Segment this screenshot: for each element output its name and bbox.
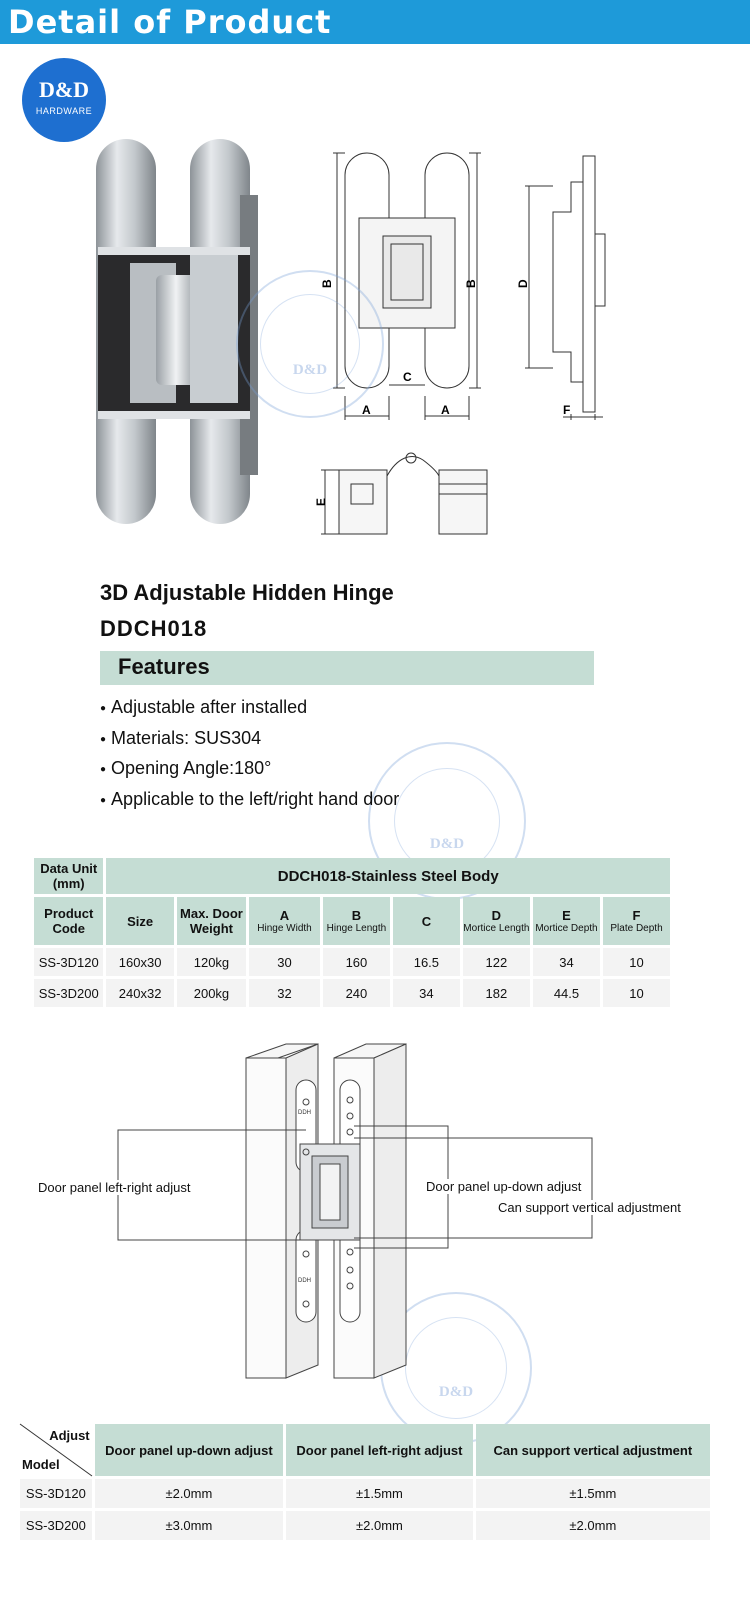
dim-label-f: F <box>563 403 571 417</box>
col-c <box>393 897 460 945</box>
hinge-plate-top <box>98 247 250 255</box>
hinge-mark-top: DDH <box>298 1110 311 1116</box>
dim-label-a-left: A <box>362 403 371 417</box>
cell-f: 10 <box>603 979 670 1007</box>
col-d-letter: D <box>491 908 502 923</box>
col-left-right: Door panel left-right adjust <box>286 1424 473 1476</box>
cell-model: SS-3D120 <box>20 1479 92 1508</box>
dim-label-b-right: B <box>464 279 478 288</box>
cell-b: 160 <box>323 948 390 976</box>
hinge-plate-bottom <box>98 411 250 419</box>
cell-e: 34 <box>533 948 600 976</box>
table-row <box>34 979 670 1007</box>
watermark-seal-1 <box>236 270 384 418</box>
hinge-arm-right <box>190 253 238 403</box>
spec-table <box>31 855 673 1010</box>
header-bar <box>0 0 750 44</box>
dim-label-c: C <box>403 370 412 384</box>
table-row <box>34 948 670 976</box>
cell-size: 160x30 <box>106 948 173 976</box>
watermark-brand: D&D <box>438 1384 474 1400</box>
cell-up-down: ±2.0mm <box>95 1479 284 1508</box>
cell-code: SS-3D200 <box>34 979 103 1007</box>
product-code: DDCH018 <box>100 616 208 641</box>
page-title: Detail of Product <box>8 3 332 41</box>
cell-weight: 200kg <box>177 979 246 1007</box>
col-a-letter: A <box>279 908 290 923</box>
col-b-letter: B <box>351 908 362 923</box>
col-vertical: Can support vertical adjustment <box>476 1424 710 1476</box>
feature-list <box>100 694 399 816</box>
data-unit-label: Data Unit <box>40 861 98 876</box>
hinge-mark-bottom: DDH <box>298 1278 311 1284</box>
dim-label-a-right: A <box>441 403 450 417</box>
col-f-letter: F <box>632 908 641 923</box>
cell-c: 16.5 <box>393 948 460 976</box>
watermark-brand: D&D <box>292 362 328 378</box>
table-row <box>20 1479 710 1508</box>
col-size: Size <box>106 897 173 945</box>
cell-f: 10 <box>603 948 670 976</box>
feature-item: ● Opening Angle:180° <box>100 755 399 786</box>
col-b <box>323 897 390 945</box>
table-row <box>20 1511 710 1540</box>
col-a-sub: Hinge Width <box>257 923 312 934</box>
label-up-down-adjust: Door panel up-down adjust <box>426 1179 582 1194</box>
dim-label-d: D <box>516 279 530 288</box>
cell-vertical: ±2.0mm <box>476 1511 710 1540</box>
cell-vertical: ±1.5mm <box>476 1479 710 1508</box>
cell-left-right: ±1.5mm <box>286 1479 473 1508</box>
side-view-drawing <box>515 152 610 422</box>
label-left-right-adjust: Door panel left-right adjust <box>38 1180 191 1195</box>
features-title: Features <box>118 654 210 679</box>
corner-adjust: Adjust <box>49 1428 90 1443</box>
feature-item: ● Applicable to the left/right hand door <box>100 786 399 817</box>
data-unit-mm: (mm) <box>52 876 85 891</box>
col-f-sub: Plate Depth <box>610 923 663 934</box>
col-c-letter: C <box>421 913 432 929</box>
cell-e: 44.5 <box>533 979 600 1007</box>
spec-table-title: DDCH018-Stainless Steel Body <box>106 858 670 894</box>
features-header <box>100 651 594 685</box>
col-d-sub: Mortice Length <box>463 923 530 934</box>
cell-d: 182 <box>463 979 530 1007</box>
top-view-drawing <box>315 448 490 540</box>
cell-c: 34 <box>393 979 460 1007</box>
col-e-sub: Mortice Depth <box>535 923 598 934</box>
feature-item: ● Materials: SUS304 <box>100 725 399 756</box>
cell-size: 240x32 <box>106 979 173 1007</box>
logo-subtitle: HARDWARE <box>35 106 93 116</box>
cell-b: 240 <box>323 979 390 1007</box>
cell-up-down: ±3.0mm <box>95 1511 284 1540</box>
cell-a: 30 <box>249 948 320 976</box>
watermark-brand: D&D <box>429 836 465 852</box>
col-up-down: Door panel up-down adjust <box>95 1424 284 1476</box>
cell-code: SS-3D120 <box>34 948 103 976</box>
dim-label-b-left: B <box>320 279 334 288</box>
col-d <box>463 897 530 945</box>
adjustment-table <box>17 1421 713 1543</box>
data-unit-cell <box>34 858 103 894</box>
brand-logo <box>22 58 106 142</box>
col-product-code: Product Code <box>34 897 103 945</box>
cell-weight: 120kg <box>177 948 246 976</box>
logo-name: D&D <box>38 77 90 102</box>
corner-model: Model <box>22 1457 60 1472</box>
cell-d: 122 <box>463 948 530 976</box>
cell-a: 32 <box>249 979 320 1007</box>
cell-left-right: ±2.0mm <box>286 1511 473 1540</box>
product-title: 3D Adjustable Hidden Hinge <box>100 580 394 605</box>
col-f <box>603 897 670 945</box>
dim-label-e: E <box>314 497 328 506</box>
corner-cell <box>20 1424 92 1476</box>
col-a <box>249 897 320 945</box>
cell-model: SS-3D200 <box>20 1511 92 1540</box>
col-e <box>533 897 600 945</box>
col-e-letter: E <box>562 908 571 923</box>
label-vertical-adjust: Can support vertical adjustment <box>498 1200 681 1215</box>
feature-item: ● Adjustable after installed <box>100 694 399 725</box>
col-max-weight: Max. Door Weight <box>177 897 246 945</box>
col-b-sub: Hinge Length <box>326 923 387 934</box>
